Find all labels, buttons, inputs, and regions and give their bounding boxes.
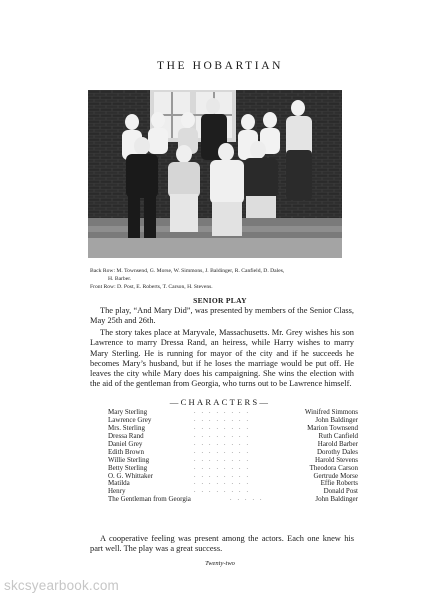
caption-line: Front Row: D. Post, E. Roberts, T. Carson, H. Stevens. (90, 284, 213, 290)
leader-dots: ........ (194, 448, 254, 455)
intro-paragraph: The play, “And Mary Did”, was presented by members of the Senior Class, May 25th and 26th. (90, 306, 354, 326)
site-watermark: skcsyearbook.com (4, 578, 119, 593)
cast-role: Edith Brown (108, 447, 144, 456)
cast-actor: Dorothy Dales (316, 447, 358, 456)
leader-dots: ........ (194, 456, 254, 463)
cast-role: Mrs. Sterling (108, 423, 145, 432)
cast-actor: Ruth Canfield (318, 431, 358, 440)
cast-actor: Theodora Carson (309, 463, 358, 472)
leader-dots: ..... (230, 496, 268, 503)
cast-actor: John Baldinger (315, 415, 358, 424)
cast-actor: Donald Post (323, 487, 358, 496)
page-number: Twenty-two (205, 560, 235, 567)
leader-dots: ........ (194, 440, 254, 447)
caption-line: H. Barber. (108, 276, 132, 282)
cast-actor: Winifred Simmons (304, 408, 358, 416)
cast-group-photo (88, 90, 342, 258)
cast-role: Henry (108, 487, 126, 496)
cast-role: Lawrence Grey (108, 415, 152, 424)
closing-paragraph: A cooperative feeling was present among the actors. Each one knew his part well. The play was a great success. (90, 534, 354, 554)
cast-role: O. G. Whittaker (108, 471, 153, 480)
cast-role: Betty Sterling (108, 463, 148, 472)
leader-dots: ........ (194, 432, 254, 439)
leader-dots: ........ (194, 416, 254, 423)
section-title: SENIOR PLAY (193, 296, 247, 305)
photo-caption (90, 267, 350, 291)
leader-dots: ........ (194, 480, 254, 487)
page-header-title: THE HOBARTIAN (156, 60, 284, 72)
caption-line: Back Row: M. Townsend, G. Morse, W. Simmons, J. Baldinger, R. Canfield, D. Dales, (90, 268, 285, 274)
cast-role: Daniel Grey (108, 439, 143, 448)
characters-heading: —CHARACTERS— (169, 397, 271, 407)
cast-role: Matilda (108, 479, 130, 488)
cast-role: Dressa Rand (108, 431, 144, 440)
leader-dots: ........ (194, 464, 254, 471)
leader-dots: ........ (194, 424, 254, 431)
cast-row (108, 496, 358, 504)
cast-actor: Harold Barber (317, 439, 358, 448)
cast-actor: Gertrude Morse (313, 471, 358, 480)
leader-dots: ........ (194, 472, 254, 479)
cast-row (108, 480, 358, 488)
cast-role: The Gentleman from Georgia (108, 495, 191, 504)
cast-actor: John Baldinger (315, 495, 358, 504)
leader-dots: ........ (194, 488, 254, 495)
story-paragraph: The story takes place at Maryvale, Massachusetts. Mr. Grey wishes his son Lawrence to marry Dressa Rand, an heiress, while Harry wishes to marry Mary Sterling. He is running for mayor of the city and if he succeeds he becomes Mary’s husband, but if he loses the marriage would be put off. He leaves the city while Mary does his campaigning. She wins the election with the aid of the gentleman from Georgia, who turns out to be Lawrence himself. (90, 328, 354, 389)
cast-role: Willie Sterling (108, 455, 150, 464)
cast-list (108, 409, 358, 504)
cast-actor: Harold Stevens (315, 455, 358, 464)
leader-dots: ........ (194, 409, 254, 415)
cast-actor: Effie Roberts (320, 479, 358, 488)
cast-role: Mary Sterling (108, 408, 148, 416)
cast-actor: Marion Townsend (307, 423, 358, 432)
